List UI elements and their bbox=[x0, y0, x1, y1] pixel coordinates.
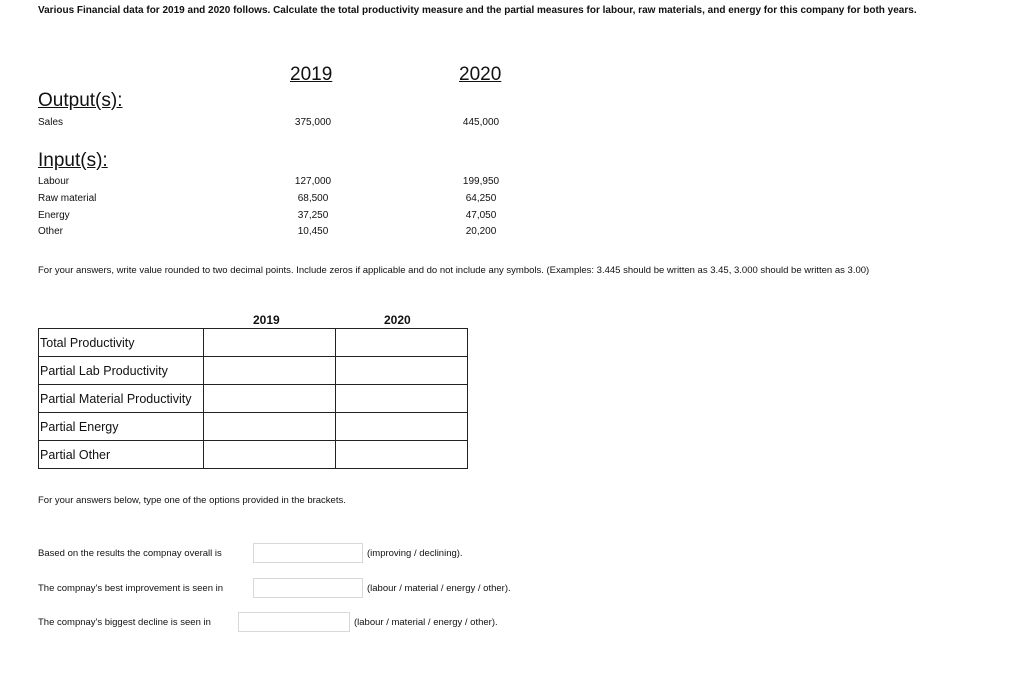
cell-2020-total-productivity[interactable] bbox=[336, 329, 468, 357]
table-row bbox=[39, 413, 468, 441]
table-col-2019: 2019 bbox=[253, 313, 280, 327]
cell-2020-partial-energy[interactable] bbox=[336, 413, 468, 441]
answer-instructions: For your answers, write value rounded to two decimal points. Include zeros if applicable and do not include any symbols. (Examples: 3.445 should be written as 3.45, 3.000 should be written as 3.00) bbox=[38, 265, 870, 276]
question-biggest-decline-prompt: The compnay's biggest decline is seen in bbox=[38, 617, 211, 628]
cell-2019-total-productivity[interactable] bbox=[204, 329, 336, 357]
biggest-decline-input[interactable] bbox=[238, 612, 350, 632]
input-2019-raw-material: 68,500 bbox=[297, 193, 329, 204]
cell-2019-partial-material[interactable] bbox=[204, 385, 336, 413]
table-col-2020: 2020 bbox=[384, 313, 411, 327]
input-2020-energy: 47,050 bbox=[465, 210, 497, 221]
row-label-partial-material: Partial Material Productivity bbox=[39, 385, 204, 413]
input-label-raw-material: Raw material bbox=[38, 193, 97, 204]
question-best-improvement-options: (labour / material / energy / other). bbox=[367, 583, 511, 594]
outputs-heading: Output(s): bbox=[38, 90, 123, 111]
inputs-heading: Input(s): bbox=[38, 150, 108, 171]
best-improvement-input[interactable] bbox=[253, 578, 363, 598]
input-2020-labour: 199,950 bbox=[462, 176, 500, 187]
question-biggest-decline-options: (labour / material / energy / other). bbox=[354, 617, 498, 628]
input-2019-labour: 127,000 bbox=[294, 176, 332, 187]
input-2019-other: 10,450 bbox=[297, 226, 329, 237]
question-overall-options: (improving / declining). bbox=[367, 548, 463, 559]
options-instructions: For your answers below, type one of the options provided in the brackets. bbox=[38, 495, 346, 506]
question-overall-prompt: Based on the results the compnay overall is bbox=[38, 548, 222, 559]
cell-2020-partial-other[interactable] bbox=[336, 441, 468, 469]
cell-2020-partial-material[interactable] bbox=[336, 385, 468, 413]
cell-2020-partial-lab[interactable] bbox=[336, 357, 468, 385]
input-2020-other: 20,200 bbox=[465, 226, 497, 237]
input-label-energy: Energy bbox=[38, 210, 70, 221]
table-row bbox=[39, 357, 468, 385]
cell-2019-partial-other[interactable] bbox=[204, 441, 336, 469]
row-label-partial-other: Partial Other bbox=[39, 441, 204, 469]
table-row bbox=[39, 329, 468, 357]
input-label-labour: Labour bbox=[38, 176, 70, 187]
table-row bbox=[39, 385, 468, 413]
row-label-total-productivity: Total Productivity bbox=[39, 329, 204, 357]
overall-trend-input[interactable] bbox=[253, 543, 363, 563]
year-2019-heading: 2019 bbox=[290, 64, 333, 85]
intro-text: Various Financial data for 2019 and 2020 follows. Calculate the total productivity measure and the partial measures for labour, raw materials, and energy for this company for both years. bbox=[38, 5, 917, 16]
input-label-other: Other bbox=[38, 226, 64, 237]
cell-2019-partial-energy[interactable] bbox=[204, 413, 336, 441]
row-label-partial-energy: Partial Energy bbox=[39, 413, 204, 441]
question-best-improvement-prompt: The compnay's best improvement is seen in bbox=[38, 583, 224, 594]
input-2020-raw-material: 64,250 bbox=[465, 193, 497, 204]
year-2020-heading: 2020 bbox=[459, 64, 502, 85]
cell-2019-partial-lab[interactable] bbox=[204, 357, 336, 385]
table-row bbox=[39, 441, 468, 469]
input-2019-energy: 37,250 bbox=[297, 210, 329, 221]
output-2020-sales: 445,000 bbox=[462, 117, 500, 128]
output-label-sales: Sales bbox=[38, 117, 64, 128]
output-2019-sales: 375,000 bbox=[294, 117, 332, 128]
productivity-table bbox=[38, 328, 468, 469]
row-label-partial-lab: Partial Lab Productivity bbox=[39, 357, 204, 385]
